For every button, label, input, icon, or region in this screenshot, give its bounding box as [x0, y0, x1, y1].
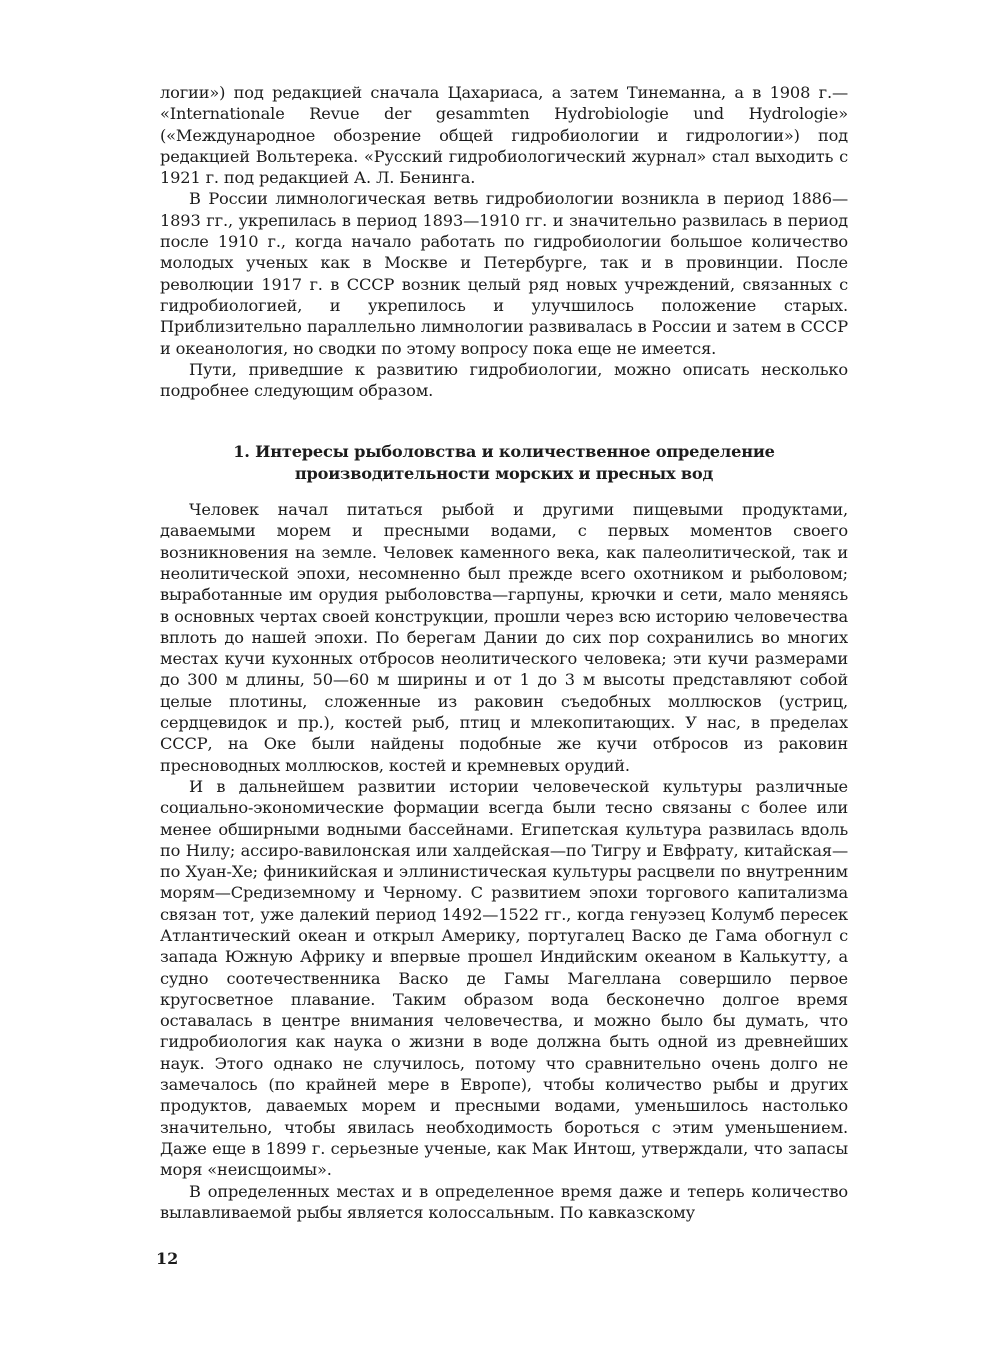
section-heading: 1. Интересы рыболовства и количественное определение производительности морских и пресных вод [233, 442, 775, 483]
paragraph-russia-limnology: В России лимнологическая ветвь гидробиологии возникла в период 1886—1893 гг., укрепилась в период 1893—1910 гг. и значительно развилась в период после 1910 г., когда начало работать по гидробиологии большое количество молодых ученых как в Москве и Петербурге, так и в провинции. После революции 1917 г. в СССР возник целый ряд новых учреждений, связанных с гидробиологией, и укрепилось и улучшилось положение старых. Приблизительно параллельно лимнологии развивалась в России и затем в СССР и океанология, но сводки по этому вопросу пока еще не имеется. [160, 189, 848, 358]
paragraph-continuation: логии») под редакцией сначала Цахариаса, а затем Тинеманна, а в 1908 г.— «Internationale Revue der gesammten Hydrobiologie und Hydrologie» («Международное обозрение общей гидробиологии и гидрологии») под редакцией Вольтерека. «Русский гидробиологический журнал» стал выходить с 1921 г. под редакцией А. Л. Бенинга. [160, 83, 848, 188]
paragraph-early-fishing: Человек начал питаться рыбой и другими пищевыми продуктами, даваемыми морем и пресными водами, с первых моментов своего возникновения на земле. Человек каменного века, как палеолитической, так и неолитической эпохи, несомненно был прежде всего охотником и рыболовом; выработанные им орудия рыболовства—гарпуны, крючки и сети, мало меняясь в основных чертах своей конструкции, прошли через всю историю человечества вплоть до нашей эпохи. По берегам Дании до сих пор сохранились во многих местах кучи кухонных отбросов неолитического человека; эти кучи размерами до 300 м длины, 50—60 м ширины и от 1 до 3 м высоты представляют собой целые плотины, сложенные из раковин съедобных моллюсков (устриц, сердцевидок и пр.), костей рыб, птиц и млекопитающих. У нас, в пределах СССР, на Оке были найдены подобные же кучи отбросов из раковин пресноводных моллюсков, костей и кремневых орудий. [160, 500, 848, 775]
paragraph-fish-catch: В определенных местах и в определенное время даже и теперь количество вылавливаемой рыбы является колоссальным. По кавказскому [160, 1181, 848, 1222]
page-body [160, 82, 848, 1223]
paragraph-culture-history: И в дальнейшем развитии истории человеческой культуры различные социально-экономические формации всегда были тесно связаны с более или менее обширными водными бассейнами. Египетская культура развилась вдоль по Нилу; ассиро-вавилонская или халдейская—по Тигру и Евфрату, китайская—по Хуан-Хе; финикийская и эллинистическая культуры расцвели по внутренним морям—Средиземному и Черному. С развитием эпохи торгового капитализма связан тот, уже далекий период 1492—1522 гг., когда генуэзец Колумб пересек Атлантический океан и открыл Америку, португалец Васко де Гама обогнул с запада Южную Африку и впервые прошел Индийским океаном в Калькутту, а судно соотечественника Васко де Гамы Магеллана совершило первое кругосветное плавание. Таким образом вода бесконечно долгое время оставалась в центре внимания человечества, и можно было бы думать, что гидробиология как наука о жизни в воде должна быть одной из древнейших наук. Этого однако не случилось, потому что сравнительно очень долго не замечалось (по крайней мере в Европе), чтобы количество рыбы и других продуктов, даваемых морем и пресными водами, уменьшилось настолько значительно, чтобы явилась необходимость бороться с этим уменьшением. Даже еще в 1899 г. серьезные ученые, как Мак Интош, утверждали, что запасы моря «неисщоимы». [160, 776, 848, 1180]
paragraph-paths: Пути, приведшие к развитию гидробиологии, можно описать несколько подробнее следующим образом. [160, 359, 848, 401]
page-number: 12 [156, 1249, 179, 1268]
